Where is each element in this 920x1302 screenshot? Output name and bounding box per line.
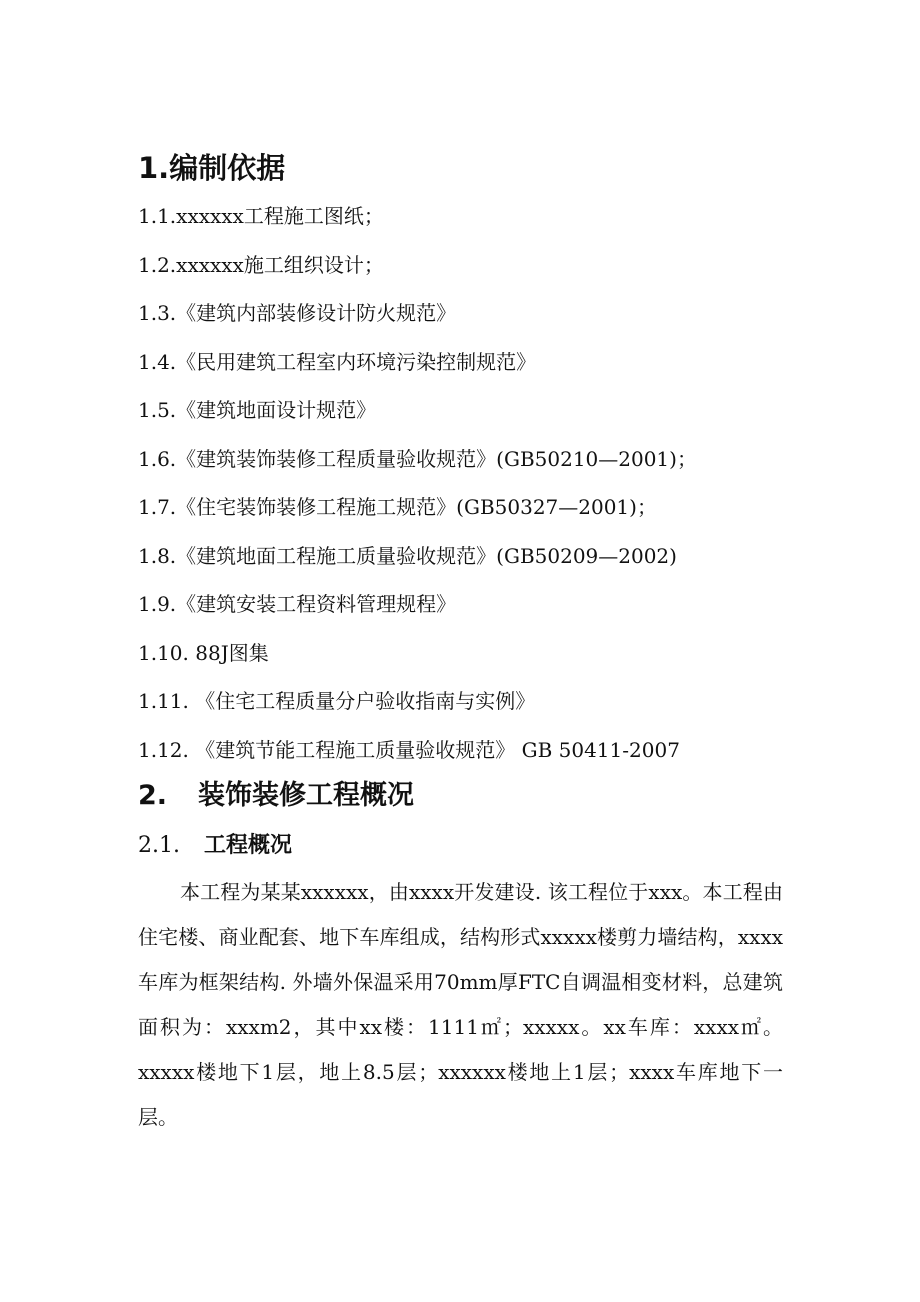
reference-item: 1.2.xxxxxx施工组织设计； bbox=[138, 252, 384, 277]
section-2-title: 装饰装修工程概况 bbox=[198, 780, 414, 811]
reference-item: 1.7.《住宅装饰装修工程施工规范》(GB50327—2001)； bbox=[138, 495, 657, 519]
section-2-number: 2. bbox=[138, 780, 168, 811]
section-2-1-number: 2.1. bbox=[138, 833, 180, 858]
reference-item: 1.6.《建筑装饰装修工程质量验收规范》(GB50210—2001)； bbox=[138, 446, 697, 471]
reference-item: 1.11. 《住宅工程质量分户验收指南与实例》 bbox=[138, 689, 536, 713]
reference-item: 1.12. 《建筑节能工程施工质量验收规范》 GB 50411-2007 bbox=[138, 737, 680, 762]
section-2-heading bbox=[138, 776, 414, 816]
reference-item: 1.4.《民用建筑工程室内环境污染控制规范》 bbox=[138, 349, 537, 374]
reference-item: 1.1.xxxxxx工程施工图纸； bbox=[138, 204, 384, 228]
section-2-1-title: 工程概况 bbox=[204, 833, 293, 858]
reference-item: 1.10. 88J图集 bbox=[138, 640, 269, 665]
reference-item: 1.3.《建筑内部装修设计防火规范》 bbox=[138, 301, 457, 325]
reference-item: 1.8.《建筑地面工程施工质量验收规范》(GB50209—2002) bbox=[138, 543, 677, 568]
section-2-1-heading bbox=[138, 826, 292, 866]
reference-item: 1.9.《建筑安装工程资料管理规程》 bbox=[138, 592, 457, 616]
section-1-heading: 1.编制依据 bbox=[138, 151, 286, 185]
reference-item: 1.5.《建筑地面设计规范》 bbox=[138, 398, 377, 422]
reference-list bbox=[138, 196, 878, 778]
project-overview-paragraph: 本工程为某某xxxxxx，由xxxx开发建设. 该工程位于xxx。本工程由住宅楼、商业配套、地下车库组成，结构形式xxxxx楼剪力墙结构，xxxx车库为框架结构. 外墙外保温采用70mm厚FTC自调温相变材料，总建筑面积为：xxxm2，其中xx楼：1111㎡；xxxxx。xx车库：xxxx㎡。xxxxx楼地下1层，地上8.5层；xxxxxx楼地上1层；xxxx车库地下一层。 bbox=[138, 880, 783, 1129]
